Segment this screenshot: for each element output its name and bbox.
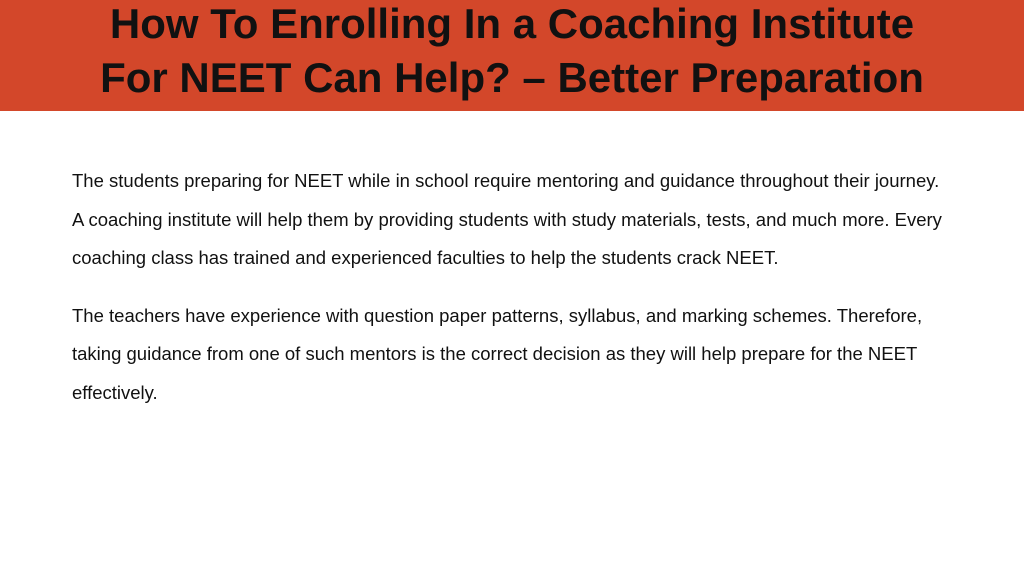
slide-title (0, 0, 1024, 105)
slide-title-line-2: For NEET Can Help? – Better Preparation (100, 54, 924, 101)
slide-body (72, 162, 952, 431)
paragraph-1: The students preparing for NEET while in school require mentoring and guidance throughout their journey. A coaching institute will help them by providing students with study materials, tests, and much more. Every coaching class has trained and experienced faculties to help the students crack NEET. (72, 170, 942, 268)
slide-title-line-1: How To Enrolling In a Coaching Institute (109, 0, 915, 47)
paragraph-2: The teachers have experience with question paper patterns, syllabus, and marking schemes. Therefore, taking guidance from one of such mentors is the correct decision as they will help prepare for the NEET effectively. (72, 304, 923, 403)
